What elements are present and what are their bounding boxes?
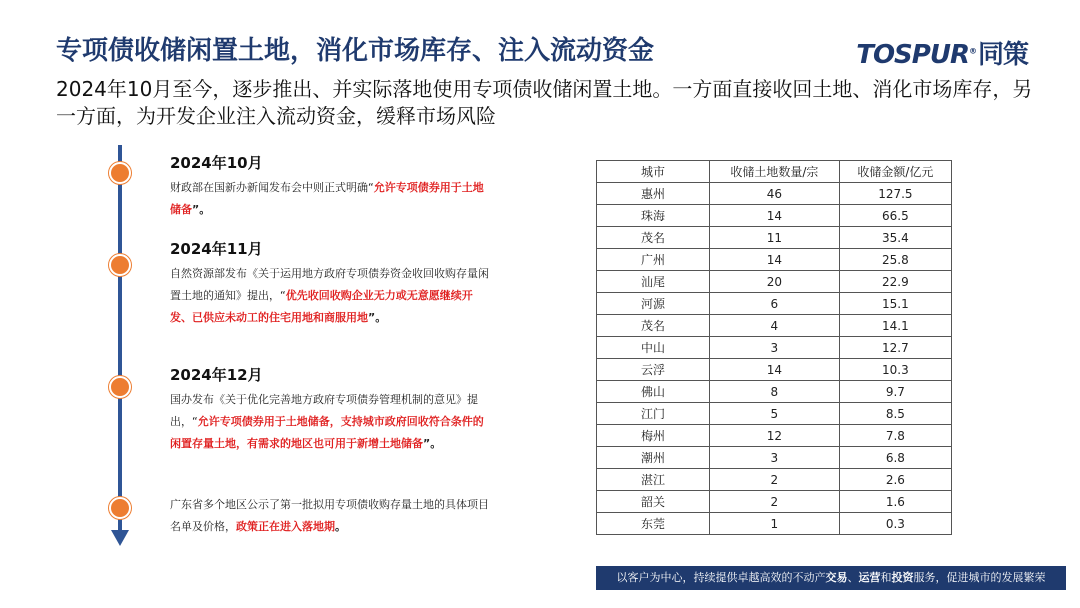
table-row [597, 403, 952, 425]
cell-count: 14 [710, 359, 840, 381]
event-text [170, 389, 490, 455]
footer-slogan [596, 566, 1066, 590]
cell-city: 广州 [597, 249, 710, 271]
cell-count: 20 [710, 271, 840, 293]
cell-city: 珠海 [597, 205, 710, 227]
cell-city: 汕尾 [597, 271, 710, 293]
cell-count: 8 [710, 381, 840, 403]
cell-city: 惠州 [597, 183, 710, 205]
timeline-line [118, 145, 122, 533]
cell-amount: 15.1 [839, 293, 951, 315]
timeline-dot [109, 162, 131, 184]
cell-amount: 10.3 [839, 359, 951, 381]
cell-city: 茂名 [597, 315, 710, 337]
land-reserve-table [596, 160, 952, 535]
cell-count: 3 [710, 337, 840, 359]
event-date: 2024年11月 [170, 240, 263, 258]
table-row [597, 513, 952, 535]
footer-emphasis: 投资 [891, 571, 914, 584]
event-text-highlight: 政策正在进入落地期 [236, 520, 335, 533]
timeline-event [170, 152, 490, 221]
cell-amount: 12.7 [839, 337, 951, 359]
cell-city: 湛江 [597, 469, 710, 491]
cell-city: 中山 [597, 337, 710, 359]
table-row [597, 293, 952, 315]
footer-emphasis: 交易 [825, 571, 848, 584]
event-date: 2024年12月 [170, 366, 263, 384]
cell-city: 云浮 [597, 359, 710, 381]
cell-count: 12 [710, 425, 840, 447]
event-text-end: ”。 [192, 203, 211, 216]
cell-count: 11 [710, 227, 840, 249]
event-text-end: ”。 [423, 437, 442, 450]
cell-amount: 6.8 [839, 447, 951, 469]
timeline-arrow-icon [111, 530, 129, 546]
table-row [597, 227, 952, 249]
event-text-plain: 国办发布《关于优化完善地方政府专项债券管理机制的意见》提出，“ [170, 393, 478, 428]
table-row [597, 425, 952, 447]
cell-amount: 66.5 [839, 205, 951, 227]
event-text-highlight: 允许专项债券用于土地储备，支持城市政府回收符合条件的闲置存量土地，有需求的地区也可用于新增土地储备 [170, 415, 484, 450]
cell-amount: 1.6 [839, 491, 951, 513]
cell-city: 江门 [597, 403, 710, 425]
cell-amount: 8.5 [839, 403, 951, 425]
cell-count: 2 [710, 491, 840, 513]
timeline-event [170, 364, 490, 455]
cell-amount: 127.5 [839, 183, 951, 205]
event-text [170, 494, 490, 538]
table-header-row [597, 161, 952, 183]
cell-count: 6 [710, 293, 840, 315]
footer-emphasis: 运营 [858, 571, 881, 584]
event-text [170, 263, 490, 329]
footer-text: 和 [880, 571, 892, 584]
event-text-end: ”。 [368, 311, 387, 324]
cell-amount: 14.1 [839, 315, 951, 337]
logo-cn: 同策 [977, 40, 1028, 70]
timeline-dot [109, 254, 131, 276]
cell-city: 茂名 [597, 227, 710, 249]
table-row [597, 337, 952, 359]
cell-count: 2 [710, 469, 840, 491]
column-header-count: 收储土地数量/宗 [710, 161, 840, 183]
cell-amount: 22.9 [839, 271, 951, 293]
cell-count: 4 [710, 315, 840, 337]
footer-text: 、 [847, 571, 859, 584]
event-text-plain: 广东省多个地区公示了第一批拟用专项债收购存量土地的具体项目名单及价格， [170, 498, 489, 533]
table-row [597, 183, 952, 205]
column-header-amount: 收储金额/亿元 [839, 161, 951, 183]
logo-registered-mark: ® [968, 46, 976, 56]
event-date: 2024年10月 [170, 154, 263, 172]
cell-count: 14 [710, 249, 840, 271]
event-text-plain: 财政部在国新办新闻发布会中则正式明确“ [170, 181, 374, 194]
cell-count: 46 [710, 183, 840, 205]
event-text-highlight: 允许专项债券用于土地储备 [170, 181, 484, 216]
cell-city: 韶关 [597, 491, 710, 513]
subtitle: 2024年10月至今，逐步推出、并实际落地使用专项债收储闲置土地。一方面直接收回土地、消化市场库存，另一方面，为开发企业注入流动资金，缓释市场风险 [56, 77, 1033, 128]
event-text [170, 177, 490, 221]
cell-amount: 0.3 [839, 513, 951, 535]
cell-count: 3 [710, 447, 840, 469]
footer-text: 以客户为中心，持续提供卓越高效的不动产 [616, 571, 826, 584]
event-text-highlight: 优先收回收购企业无力或无意愿继续开发、已供应未动工的住宅用地和商服用地 [170, 289, 473, 324]
cell-amount: 7.8 [839, 425, 951, 447]
timeline-event [170, 494, 490, 538]
tospur-logo [856, 34, 1028, 71]
table-row [597, 469, 952, 491]
cell-amount: 2.6 [839, 469, 951, 491]
cell-count: 1 [710, 513, 840, 535]
cell-amount: 25.8 [839, 249, 951, 271]
cell-city: 东莞 [597, 513, 710, 535]
cell-city: 潮州 [597, 447, 710, 469]
event-text-plain: 自然资源部发布《关于运用地方政府专项债券资金收回收购存量闲置土地的通知》提出，“ [170, 267, 489, 302]
timeline-dot [109, 497, 131, 519]
logo-en: TOSPUR [856, 40, 969, 70]
cell-city: 佛山 [597, 381, 710, 403]
table-row [597, 249, 952, 271]
table-row [597, 491, 952, 513]
table-row [597, 381, 952, 403]
cell-amount: 9.7 [839, 381, 951, 403]
timeline-event [170, 238, 490, 329]
cell-city: 河源 [597, 293, 710, 315]
table-row [597, 205, 952, 227]
cell-city: 梅州 [597, 425, 710, 447]
table-row [597, 271, 952, 293]
cell-amount: 35.4 [839, 227, 951, 249]
cell-count: 5 [710, 403, 840, 425]
cell-count: 14 [710, 205, 840, 227]
column-header-city: 城市 [597, 161, 710, 183]
page-title: 专项债收储闲置土地，消化市场库存、注入流动资金 [56, 36, 655, 66]
footer-text: 服务，促进城市的发展繁荣 [913, 571, 1046, 584]
table-row [597, 359, 952, 381]
table-row [597, 447, 952, 469]
table-row [597, 315, 952, 337]
timeline-dot [109, 376, 131, 398]
event-text-end: 。 [335, 520, 346, 533]
